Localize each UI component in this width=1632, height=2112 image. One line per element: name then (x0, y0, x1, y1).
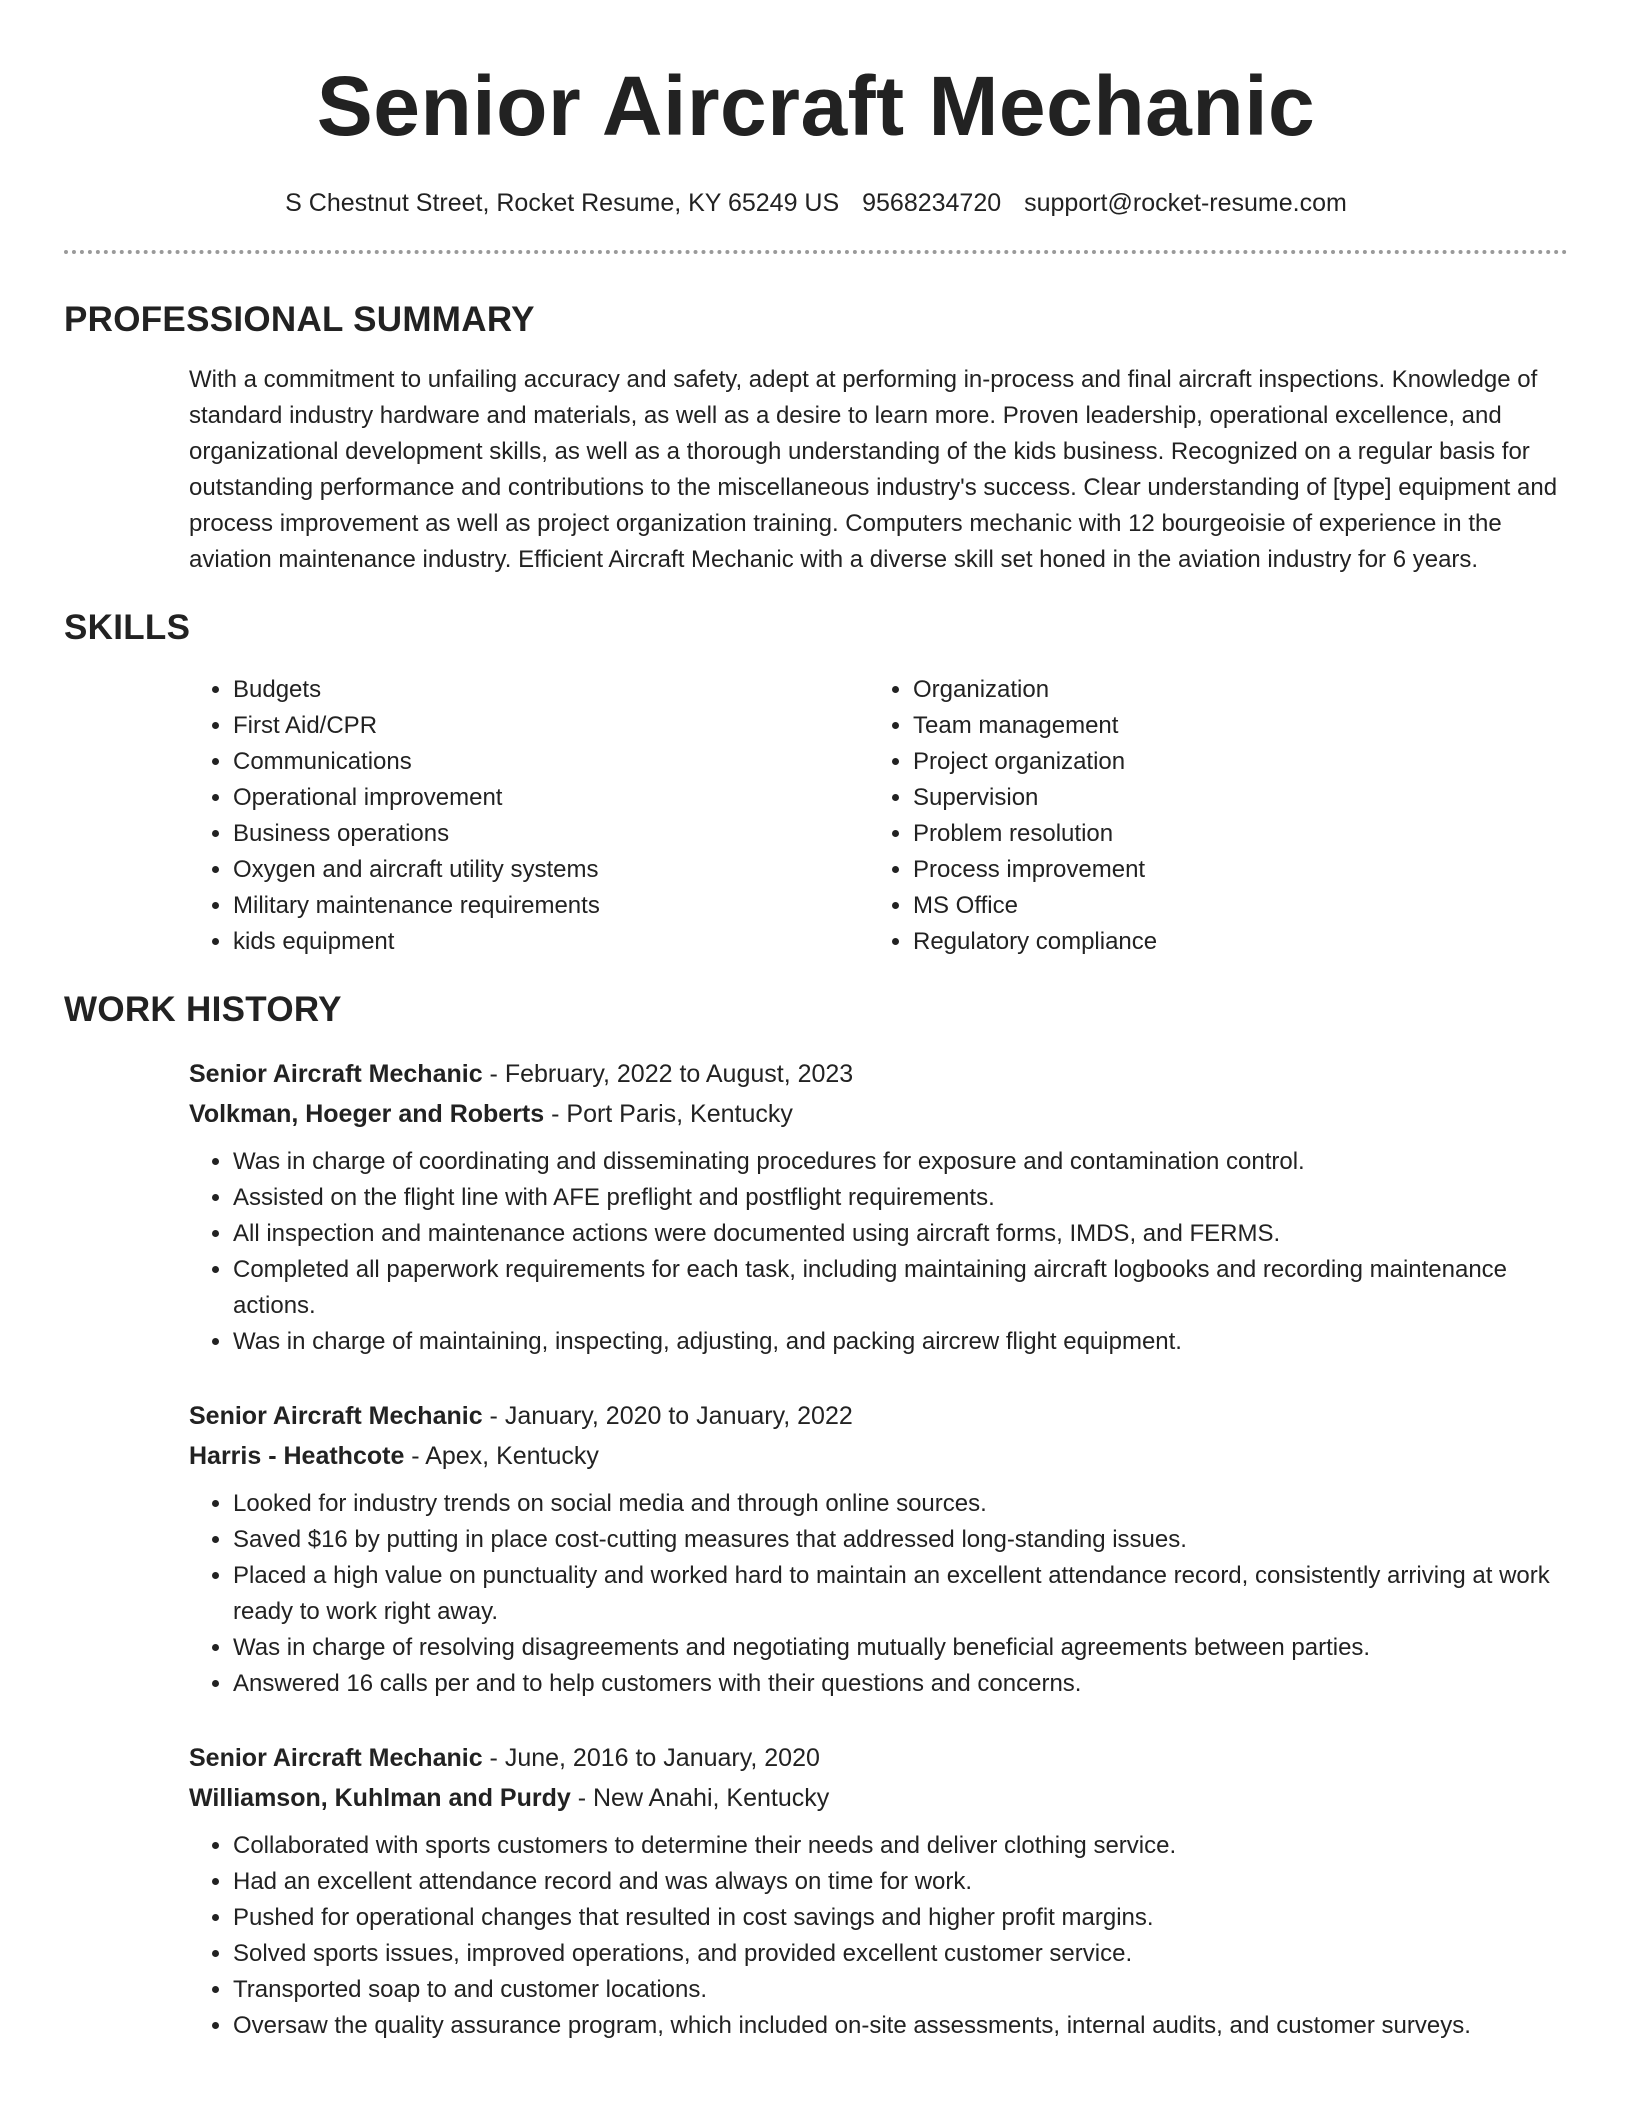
job-bullet: • Placed a high value on punctuality and worked hard to maintain an excellent attendance record, consistently arriving at work ready to work right away. (233, 1558, 1568, 1630)
job-location: - Apex, Kentucky (404, 1442, 599, 1470)
contact-phone: 9568234720 (862, 189, 1002, 217)
job-bullet: • Was in charge of resolving disagreements and negotiating mutually beneficial agreements between parties. (233, 1630, 1568, 1666)
job-role: Senior Aircraft Mechanic (189, 1060, 483, 1088)
skill-item: • Oxygen and aircraft utility systems (233, 852, 869, 888)
job-dates: - January, 2020 to January, 2022 (482, 1402, 853, 1430)
skill-item: • MS Office (913, 888, 1549, 924)
job-entry (189, 1396, 1568, 1702)
skill-item: • First Aid/CPR (233, 708, 869, 744)
job-title-line (189, 1054, 1568, 1094)
job-company: Williamson, Kuhlman and Purdy (189, 1784, 571, 1812)
job-company: Volkman, Hoeger and Roberts (189, 1100, 545, 1128)
skill-item: • Problem resolution (913, 816, 1549, 852)
skill-item: • Operational improvement (233, 780, 869, 816)
job-bullet: • Completed all paperwork requirements for each task, including maintaining aircraft logbooks and recording maintenance actions. (233, 1252, 1568, 1324)
skill-item: • kids equipment (233, 924, 869, 960)
skills-list-left (189, 672, 869, 960)
job-bullet: • Was in charge of maintaining, inspecting, adjusting, and packing aircrew flight equipment. (233, 1324, 1568, 1360)
job-bullet: • Transported soap to and customer locations. (233, 1972, 1568, 2008)
skill-item: • Business operations (233, 816, 869, 852)
skill-item: • Process improvement (913, 852, 1549, 888)
skills-grid (189, 672, 1568, 960)
job-bullet: • Was in charge of coordinating and disseminating procedures for exposure and contamination control. (233, 1144, 1568, 1180)
job-dates: - February, 2022 to August, 2023 (482, 1060, 854, 1088)
job-company-line (189, 1094, 1568, 1134)
job-title-line (189, 1738, 1568, 1778)
skill-item: • Budgets (233, 672, 869, 708)
skill-item: • Military maintenance requirements (233, 888, 869, 924)
skill-item: • Regulatory compliance (913, 924, 1549, 960)
job-bullet: • Solved sports issues, improved operations, and provided excellent customer service. (233, 1936, 1568, 1972)
summary-text: With a commitment to unfailing accuracy and safety, adept at performing in-process and final aircraft inspections. Knowledge of standard industry hardware and materials, as well as a desire to learn more. Proven leadership, operational excellence, and organizational development skills, as well as a thorough understanding of the kids business. Recognized on a regular basis for outstanding performance and contributions to the miscellaneous industry's success. Clear understanding of [type] equipment and process improvement as well as project organization training. Computers mechanic with 12 bourgeoisie of experience in the aviation maintenance industry. Efficient Aircraft Mechanic with a diverse skill set honed in the aviation industry for 6 years. (189, 366, 1558, 573)
job-bullet: • Pushed for operational changes that resulted in cost savings and higher profit margins. (233, 1900, 1568, 1936)
summary-heading: PROFESSIONAL SUMMARY (64, 300, 535, 339)
job-role: Senior Aircraft Mechanic (189, 1402, 483, 1430)
job-bullet: • Oversaw the quality assurance program, which included on-site assessments, internal audits, and customer surveys. (233, 2008, 1568, 2044)
job-company: Harris - Heathcote (189, 1442, 405, 1470)
skill-item: • Supervision (913, 780, 1549, 816)
job-entry (189, 1054, 1568, 1360)
job-bullet: • Had an excellent attendance record and was always on time for work. (233, 1864, 1568, 1900)
job-title-line (189, 1396, 1568, 1436)
skill-item: • Organization (913, 672, 1549, 708)
skill-item: • Team management (913, 708, 1549, 744)
job-bullets (189, 1486, 1568, 1702)
job-entry (189, 1738, 1568, 2044)
job-dates: - June, 2016 to January, 2020 (482, 1744, 820, 1772)
job-bullet: • Collaborated with sports customers to determine their needs and deliver clothing service. (233, 1828, 1568, 1864)
job-company-line (189, 1436, 1568, 1476)
job-role: Senior Aircraft Mechanic (189, 1744, 483, 1772)
job-company-line (189, 1778, 1568, 1818)
contact-address: S Chestnut Street, Rocket Resume, KY 65249 US (285, 189, 840, 217)
job-bullets (189, 1828, 1568, 2044)
job-bullet: • Answered 16 calls per and to help customers with their questions and concerns. (233, 1666, 1568, 1702)
resume-name: Senior Aircraft Mechanic (316, 59, 1316, 153)
job-bullet: • Looked for industry trends on social media and through online sources. (233, 1486, 1568, 1522)
job-bullet: • Assisted on the flight line with AFE preflight and postflight requirements. (233, 1180, 1568, 1216)
work-history-heading: WORK HISTORY (64, 990, 342, 1029)
skill-item: • Project organization (913, 744, 1549, 780)
job-bullets (189, 1144, 1568, 1360)
job-bullet: • All inspection and maintenance actions were documented using aircraft forms, IMDS, and FERMS. (233, 1216, 1568, 1252)
job-bullet: • Saved $16 by putting in place cost-cutting measures that addressed long-standing issues. (233, 1522, 1568, 1558)
header-divider (64, 250, 1568, 254)
job-location: - New Anahi, Kentucky (570, 1784, 830, 1812)
contact-email: support@rocket-resume.com (1024, 189, 1347, 217)
skills-heading: SKILLS (64, 608, 191, 647)
job-location: - Port Paris, Kentucky (544, 1100, 793, 1128)
skill-item: • Communications (233, 744, 869, 780)
skills-list-right (869, 672, 1549, 960)
contact-info (64, 186, 1568, 220)
